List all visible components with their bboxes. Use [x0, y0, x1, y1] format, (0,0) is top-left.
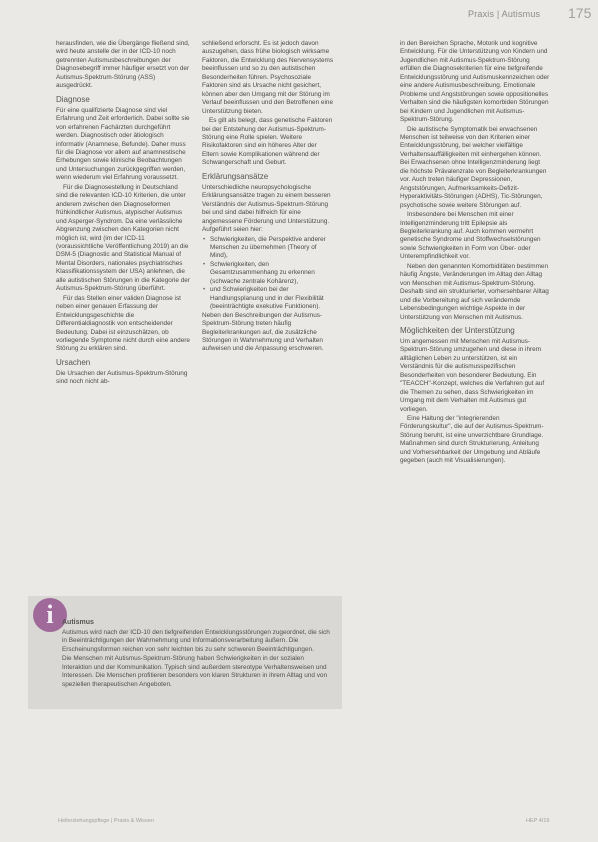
footer-publication: Heilerziehungspflege | Praxis & Wissen	[58, 818, 154, 824]
paragraph: schließend erforscht. Es ist jedoch davon auszugehen, dass frühe biologisch wirksame Faktoren, die Entwicklung des Nervensystems beeinflussen und so zu den autistischen Besonderheiten führen. Psychosoziale Faktoren sind als Ursache nicht gesichert, können aber den Umgang mit der Störung im Verlauf beeinflussen und den Betroffenen eine Unterstützung bieten.	[202, 40, 334, 115]
bullet-list	[202, 236, 334, 312]
paragraph: Neben den genannten Komorbiditäten bestimmen häufig Ängste, Veränderungen im Alltag den Alltag von Menschen mit Autismus-Spektrum-Störung. Deshalb sind ein strukturierter, vorhersehbarer Alltag und die Vorbereitung auf sich verändernde Lebensbedingungen wichtige Aspekte in der Unterstützung von Menschen mit Autismus.	[400, 262, 549, 321]
section-heading-diagnose: Diagnose	[56, 94, 90, 104]
paragraph: Autismus wird nach der ICD-10 den tiefgreifenden Entwicklungsstörungen zugeordnet, die sich in Beeinträchtigungen der Wahrnehmung und Informationsverarbeitung äußern. Die Erscheinungsformen reichen von sehr leichten bis zu sehr schweren Beeinträchtigungen.	[62, 629, 330, 653]
info-icon: i	[33, 598, 67, 632]
text-column-2	[202, 40, 334, 355]
paragraph: Für das Stellen einer validen Diagnose ist neben einer genauen Erfassung der Entwicklungsgeschichte die Differentialdiagnostik von entscheidender Bedeutung. Dabei ist einzuschätzen, ob vorliegende Symptome nicht durch eine andere Störung zu erklären sind.	[56, 294, 190, 353]
page-number: 175	[568, 5, 592, 21]
footer-issue: HEP 4/19	[526, 818, 550, 824]
paragraph: Für die Diagnosestellung in Deutschland sind die relevanten ICD-10 Kriterien, die unter anderem zwischen den Diagnoseformen frühkindlicher Autismus, atypischer Autismus und Asperger-Syndrom. Da eine verlässliche Abgrenzung zwischen den Kategorien nicht möglich ist, wird (im der ICD-11 (voraussichtliche Veröffentlichung 2019) an die DSM-5 (Diagnostic and Statistical Manual of Mental Disorders, nationales psychiatrisches Klassifikationssystem der USA) anlehnen, die alle autistischen Störungen in die Kategorie der Autismus-Spektrum-Störung überführt.	[56, 183, 190, 293]
text-column-1	[56, 40, 190, 388]
paragraph: in den Bereichen Sprache, Motorik und kognitive Entwicklung. Für die Unterstützung von Kindern und Jugendlichen mit Autismus-Spektrum-Störung erfüllen die Diagnosekriterien für eine tiefgreifende Entwicklungsstörung und Autismuskennzeichen oder eine andere Autismusbeschreibung. Emotionale Probleme und Angststörungen sowie oppositionelles Verhalten sind die häufigsten komorbiden Störungen bei Kindern und Jugendlichen mit Autismus-Spektrum-Störung.	[400, 40, 550, 124]
list-item: • und Schwierigkeiten bei der Handlungsplanung und in der Flexibilität (beeinträchtigte exekutive Funktionen).	[210, 286, 334, 311]
info-box-text	[62, 629, 334, 690]
paragraph: Es gilt als belegt, dass genetische Faktoren bei der Entstehung der Autismus-Spektrum-Störung eine Rolle spielen. Weitere Risikofaktoren sind ein höheres Alter der Eltern sowie Komplikationen während der Schwangerschaft und Geburt.	[202, 117, 333, 167]
section-heading-ursachen: Ursachen	[56, 357, 91, 367]
paragraph: Die Menschen mit Autismus-Spektrum-Störung haben Schwierigkeiten in der sozialen Interaktion und der Kommunikation. Typisch sind außerdem stereotype Verhaltensweisen und Interessen. Die Menschen profitieren besonders von klaren Strukturen in ihrem Alltag und von speziellen therapeutischen Angeboten.	[62, 655, 328, 688]
paragraph: Insbesondere bei Menschen mit einer Intelligenzminderung tritt Epilepsie als Begleiterkrankung auf. Auch kommen vermehrt genetische Syndrome und Stoffwechselstörungen sowie Schwierigkeiten in Form von Über- oder Unterempfindlichkeit vor.	[400, 211, 541, 261]
paragraph: Um angemessen mit Menschen mit Autismus-Spektrum-Störung umzugehen und diese in ihrem alltäglichen Leben zu unterstützen, ist ein Verständnis für die autismusspezifischen Besonderheiten von besonderer Bedeutung. Ein "TEACCH"-Konzept, welches die Verfahren gut auf die Themen zu sehen, dass Schwierigkeiten im Umgang mit dem Verhalten mit Autismus gut vorliegen.	[400, 337, 545, 413]
section-heading-erklaerungsansaetze: Erklärungsansätze	[202, 171, 269, 181]
paragraph: Die Ursachen der Autismus-Spektrum-Störung sind noch nicht ab-	[56, 369, 188, 386]
paragraph: Eine Haltung der "integrierenden Förderungskultur", die auf der Autismus-Spektrum-Störung beruht, ist eine unverzichtbare Grundlage. Maßnahmen sind durch Strukturierung, Anleitung und Vorhersehbarkeit der Umgebung und Abläufe gegeben (auch mit Visualisierungen).	[400, 415, 544, 465]
paragraph: Unterschiedliche neuropsychologische Erklärungsansätze tragen zu einem besseren Verständnis der Autismus-Spektrum-Störung bei und sind dabei hilfreich für eine angemessene Förderung und Unterstützung. Aufgeführt seien hier:	[202, 183, 331, 234]
paragraph: Für eine qualifizierte Diagnose sind viel Erfahrung und Zeit erforderlich. Dabei sollte sie von erfahrenen Fachärzten durchgeführt werden. Diagnostisch oder ätiologisch informativ (Anamnese, Befunde). Daher muss für die Diagnose vor allem auf anamnestische Erhebungen sowie klinische Beobachtungen und Untersuchungen zurückgegriffen werden, wenn wiederum viel Erfahrung voraussetzt.	[56, 106, 190, 182]
list-item: • Schwierigkeiten, die Perspektive anderer Menschen zu übernehmen (Theory of Mind),	[210, 236, 334, 261]
list-item: • Schwierigkeiten, den Gesamtzusammenhang zu erkennen (schwache zentrale Kohärenz),	[210, 261, 334, 286]
text-column-3	[400, 40, 550, 467]
running-head: Praxis | Autismus	[468, 9, 541, 19]
section-heading-unterstuetzung: Möglichkeiten der Unterstützung	[400, 325, 515, 335]
paragraph: herausfinden, wie die Übergänge fließend sind, wird heute anstelle der in der ICD-10 noch getrennten Autismusbeschreibungen der Diagnosebegriff immer häufiger ersetzt von der Autismus-Spektrum-Störung (ASS) ausgedrückt.	[56, 40, 190, 90]
info-box-title: Autismus	[62, 619, 94, 626]
paragraph: Die autistische Symptomatik bei erwachsenen Menschen ist teilweise von den Kriterien einer Entwicklungsstörung, bei welcher vielfältige Verhaltensauffälligkeiten mit einhergehen können. Bei Erwachsenen ohne Intelligenzminderung liegt die höchste Prävalenzrate von Begleiterkrankungen vor. Auch treten häufiger Depressionen, Angststörungen, Aufmerksamkeits-Defizit-Hyperaktivitäts-Störungen (ADHS), Tic-Störungen, psychotische sowie weitere Störungen auf.	[400, 125, 547, 209]
paragraph: Neben den Beschreibungen der Autismus-Spektrum-Störung treten häufig Begleiterkrankungen auf, die zusätzliche Störungen in Wahrnehmung und Verhalten aufweisen und die Anpassung erschweren.	[202, 311, 324, 353]
